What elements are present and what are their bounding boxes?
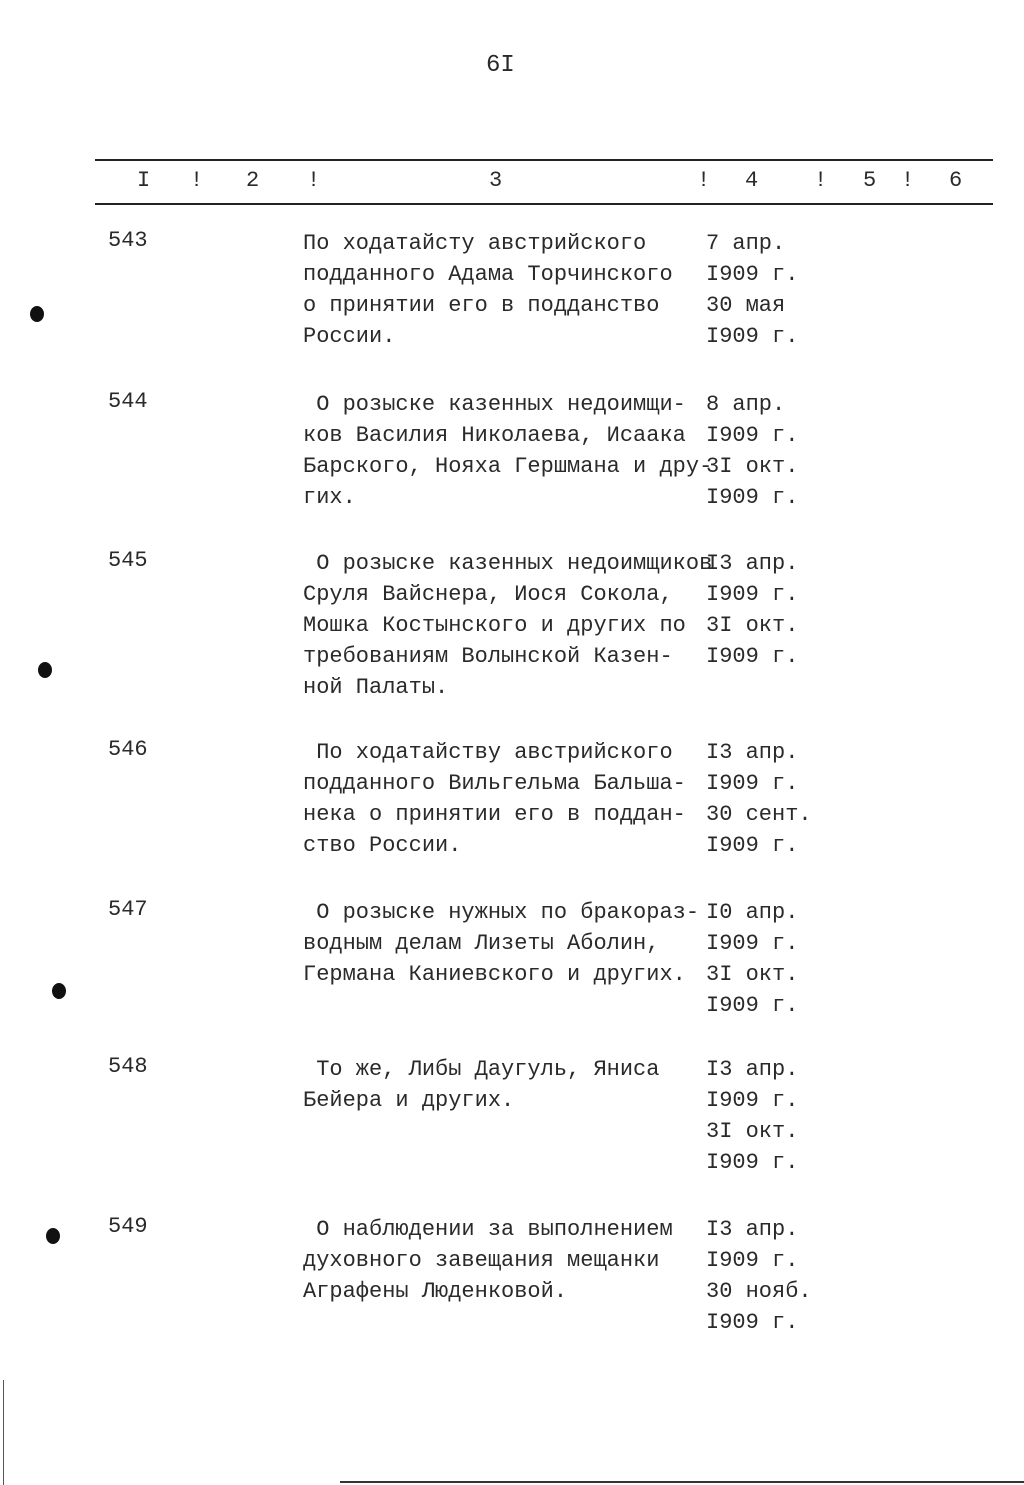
col-header-4: 4: [745, 168, 759, 193]
date-line: 3I окт.: [706, 454, 799, 479]
date-line: 30 сент.: [706, 802, 812, 827]
col-header-6: 6: [949, 168, 963, 193]
row-number: 547: [108, 897, 148, 922]
description-line: О наблюдении за выполнением: [303, 1217, 673, 1242]
col-header-1: I: [137, 168, 151, 193]
row-description: [303, 1054, 659, 1116]
description-line: требованиям Волынской Казен-: [303, 644, 673, 669]
punch-hole-mark: [52, 983, 66, 999]
date-line: I0 апр.: [706, 900, 799, 925]
row-description: [303, 228, 673, 352]
page-edge-line: [3, 1380, 4, 1485]
row-dates: [706, 228, 798, 352]
row-number: 544: [108, 389, 148, 414]
col-separator: !: [697, 168, 711, 193]
description-line: По ходатайству австрийского: [303, 740, 673, 765]
date-line: I909 г.: [706, 931, 799, 956]
date-line: I909 г.: [706, 262, 799, 287]
row-description: [303, 1214, 673, 1307]
description-line: водным делам Лизеты Аболин,: [303, 931, 660, 956]
description-line: ство России.: [303, 833, 462, 858]
description-line: Барского, Нояха Гершмана и дру-: [303, 454, 713, 479]
date-line: I3 апр.: [706, 1217, 799, 1242]
date-line: I3 апр.: [706, 551, 799, 576]
col-header-3: 3: [489, 168, 503, 193]
description-line: По ходатайсту австрийского: [303, 231, 647, 256]
description-line: ной Палаты.: [303, 675, 449, 700]
description-line: Аграфены Люденковой.: [303, 1279, 568, 1304]
col-header-5: 5: [863, 168, 877, 193]
description-line: О розыске нужных по бракораз-: [303, 900, 700, 925]
row-description: [303, 548, 712, 703]
description-line: подданного Адама Торчинского: [303, 262, 673, 287]
punch-hole-mark: [38, 662, 52, 678]
date-line: I3 апр.: [706, 1057, 799, 1082]
date-line: 30 нояб.: [706, 1279, 812, 1304]
row-number: 548: [108, 1054, 148, 1079]
date-line: I909 г.: [706, 324, 799, 349]
punch-hole-mark: [46, 1228, 60, 1244]
date-line: I909 г.: [706, 423, 799, 448]
date-line: I3 апр.: [706, 740, 799, 765]
row-dates: [706, 737, 812, 861]
col-separator: !: [190, 168, 204, 193]
row-dates: [706, 1214, 812, 1338]
description-line: О розыске казенных недоимщи-: [303, 392, 686, 417]
row-number: 549: [108, 1214, 148, 1239]
table-header-rule: [95, 203, 993, 205]
col-separator: !: [307, 168, 321, 193]
row-dates: [706, 897, 798, 1021]
col-header-2: 2: [246, 168, 260, 193]
row-dates: [706, 389, 798, 513]
date-line: 30 мая: [706, 293, 786, 318]
row-number: 546: [108, 737, 148, 762]
description-line: Бейера и других.: [303, 1088, 515, 1113]
date-line: I909 г.: [706, 1088, 799, 1113]
date-line: I909 г.: [706, 644, 799, 669]
date-line: I909 г.: [706, 1150, 799, 1175]
description-line: То же, Либы Даугуль, Яниса: [303, 1057, 660, 1082]
description-line: подданного Вильгельма Бальша-: [303, 771, 686, 796]
description-line: Сруля Вайснера, Иося Сокола,: [303, 582, 673, 607]
date-line: I909 г.: [706, 1248, 799, 1273]
punch-hole-mark: [30, 306, 44, 322]
date-line: 3I окт.: [706, 1119, 799, 1144]
description-line: ков Василия Николаева, Исаака: [303, 423, 686, 448]
date-line: I909 г.: [706, 1310, 799, 1335]
row-description: [303, 389, 712, 513]
date-line: I909 г.: [706, 771, 799, 796]
description-line: Мошка Костынского и других по: [303, 613, 686, 638]
row-number: 543: [108, 228, 148, 253]
table-top-rule: [95, 159, 993, 161]
description-line: Германа Каниевского и других.: [303, 962, 686, 987]
date-line: I909 г.: [706, 485, 799, 510]
row-description: [303, 897, 699, 990]
description-line: духовного завещания мещанки: [303, 1248, 660, 1273]
row-number: 545: [108, 548, 148, 573]
date-line: I909 г.: [706, 582, 799, 607]
row-dates: [706, 1054, 798, 1178]
col-separator: !: [814, 168, 828, 193]
date-line: 7 апр.: [706, 231, 786, 256]
col-separator: !: [901, 168, 915, 193]
date-line: 3I окт.: [706, 962, 799, 987]
description-line: о принятии его в подданство: [303, 293, 660, 318]
description-line: России.: [303, 324, 396, 349]
bottom-edge-line: [340, 1481, 1024, 1483]
date-line: 3I окт.: [706, 613, 799, 638]
date-line: 8 апр.: [706, 392, 786, 417]
date-line: I909 г.: [706, 993, 799, 1018]
description-line: О розыске казенных недоимщиков: [303, 551, 713, 576]
date-line: I909 г.: [706, 833, 799, 858]
row-description: [303, 737, 686, 861]
page-number: 6I: [486, 52, 515, 79]
description-line: нека о принятии его в поддан-: [303, 802, 686, 827]
description-line: гих.: [303, 485, 356, 510]
row-dates: [706, 548, 798, 672]
